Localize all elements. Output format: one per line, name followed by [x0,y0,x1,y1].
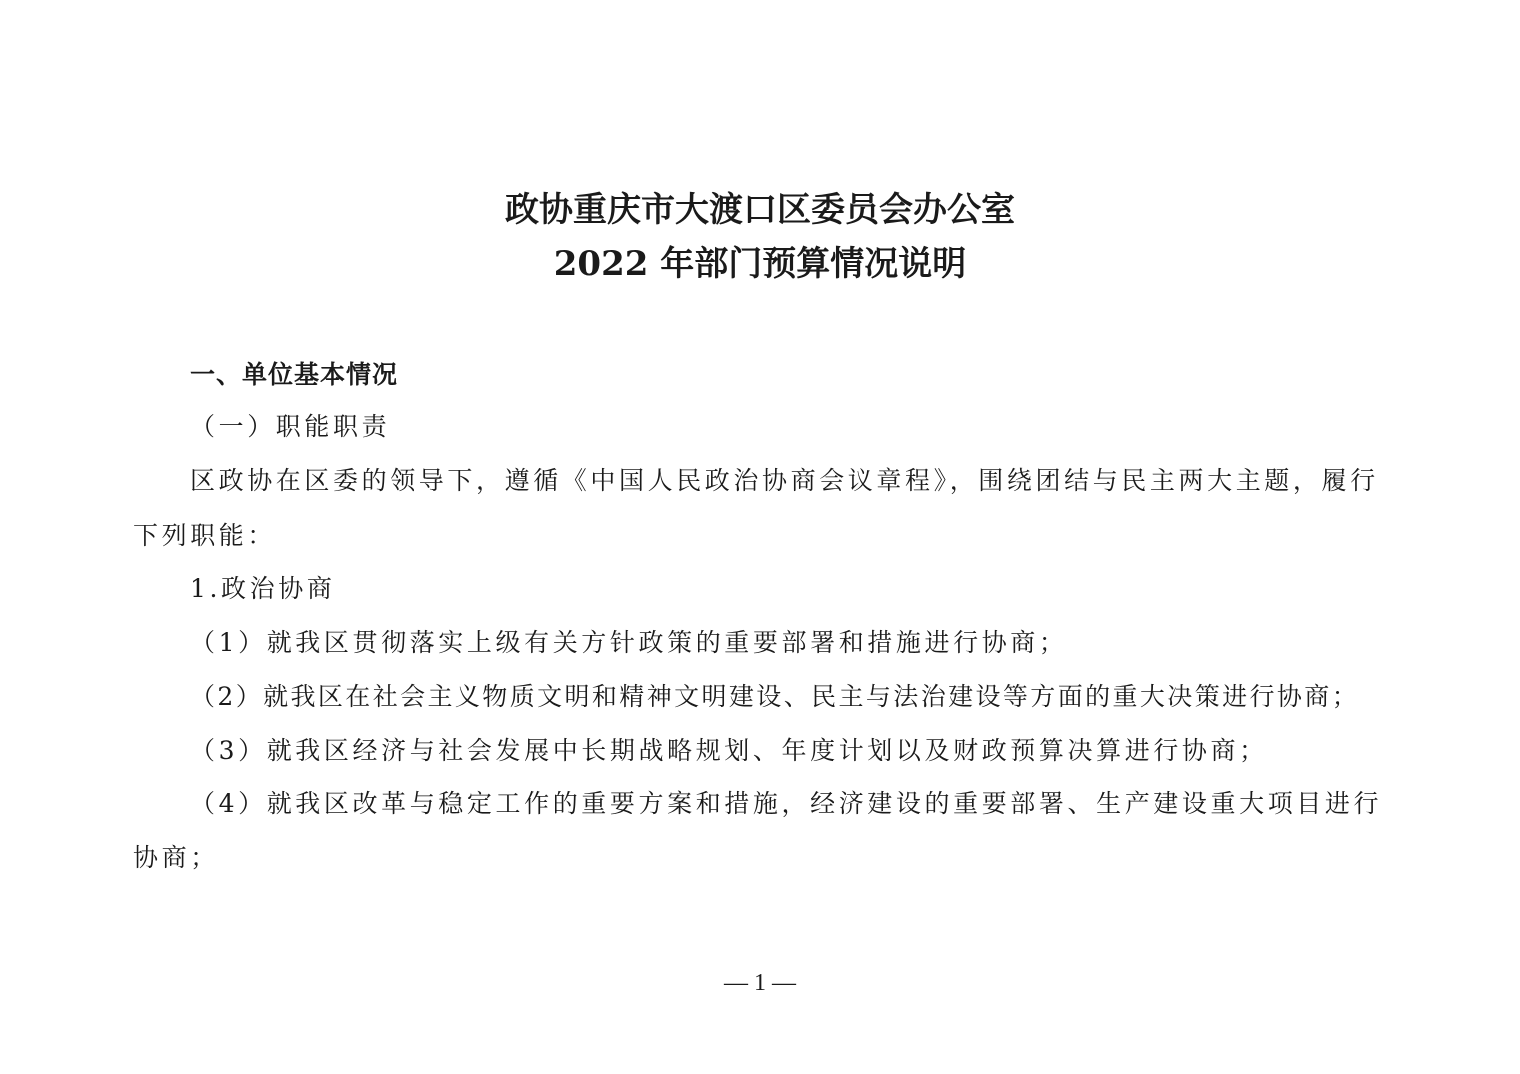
paragraph-line: 下列职能： [133,521,277,550]
subsection-heading: （一）职能职责 [190,412,391,441]
list-item: （1）就我区贯彻落实上级有关方针政策的重要部署和措施进行协商； [190,628,1068,657]
document-title-line1: 政协重庆市大渡口区委员会办公室 [505,190,1015,230]
list-item: （2）就我区在社会主义物质文明和精神文明建设、民主与法治建设等方面的重大决策进行协商； [190,682,1360,711]
document-title-line2: 2022 年部门预算情况说明 [553,244,967,284]
list-item-heading: 1.政治协商 [190,574,336,603]
paragraph-line: 区政协在区委的领导下，遵循《中国人民政治协商会议章程》，围绕团结与民主两大主题，履行 [190,466,1379,495]
list-item-continuation: 协商； [133,843,219,872]
list-item: （4）就我区改革与稳定工作的重要方案和措施，经济建设的重要部署、生产建设重大项目进行 [190,789,1383,818]
list-item: （3）就我区经济与社会发展中长期战略规划、年度计划以及财政预算决算进行协商； [190,736,1268,765]
page-number: — 1 — [724,970,796,996]
section-heading: 一、单位基本情况 [190,360,399,389]
